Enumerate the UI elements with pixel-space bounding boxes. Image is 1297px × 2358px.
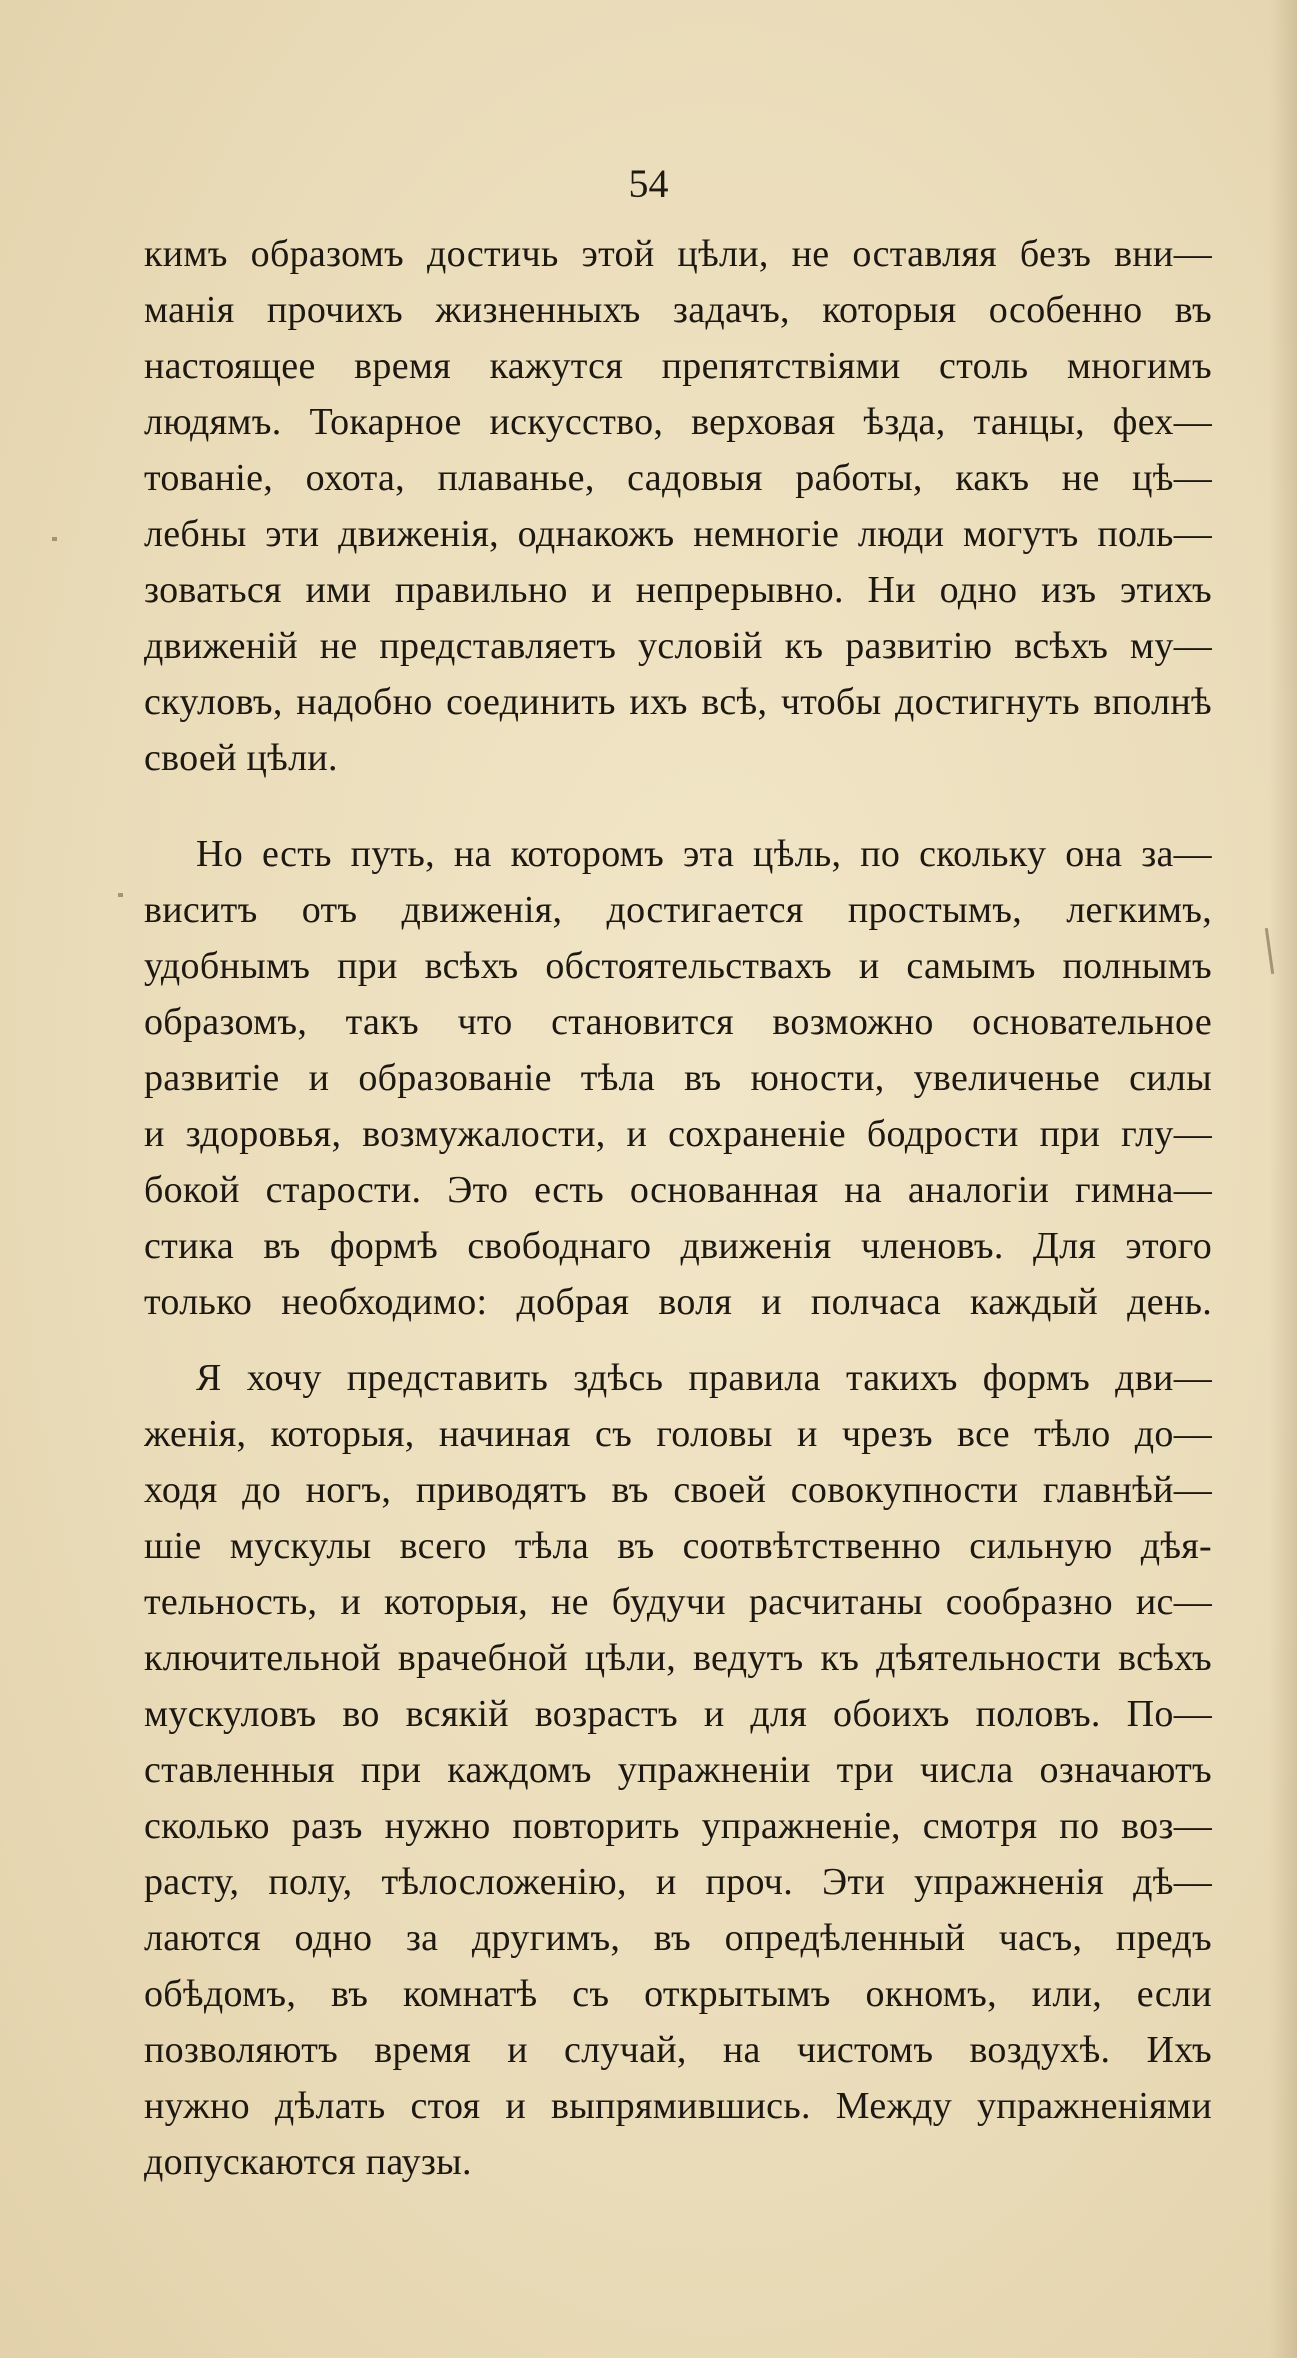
text-line: движеній не представляетъ условій къ развитію всѣхъ му— — [144, 625, 1212, 667]
text-line: тованіе, охота, плаванье, садовыя работы, какъ не цѣ— — [144, 457, 1212, 499]
text-line: ходя до ногъ, приводятъ въ своей совокупности главнѣй— — [144, 1469, 1212, 1511]
page-number: 54 — [628, 161, 669, 206]
text-line: развитіе и образованіе тѣла въ юности, увеличенье силы — [144, 1057, 1212, 1099]
text-line: ставленныя при каждомъ упражненіи три числа означаютъ — [144, 1749, 1212, 1791]
text-line: мускуловъ во всякій возрастъ и для обоихъ половъ. По— — [144, 1693, 1212, 1735]
text-line: позволяютъ время и случай, на чистомъ воздухѣ. Ихъ — [144, 2029, 1212, 2071]
text-line: обѣдомъ, въ комнатѣ съ открытымъ окномъ, или, если — [144, 1973, 1212, 2015]
text-line: женія, которыя, начиная съ головы и чрезъ все тѣло до— — [144, 1413, 1212, 1455]
text-line: ключительной врачебной цѣли, ведутъ къ дѣятельности всѣхъ — [144, 1637, 1212, 1679]
paragraph-gap — [144, 786, 1212, 826]
text-line: манія прочихъ жизненныхъ задачъ, которыя особенно въ — [144, 289, 1212, 331]
text-line: стика въ формѣ свободнаго движенія членовъ. Для этого — [144, 1225, 1212, 1267]
text-line: Я хочу представить здѣсь правила такихъ формъ дви— — [196, 1357, 1212, 1399]
text-line: допускаются паузы. — [144, 2141, 472, 2183]
text-line: зоваться ими правильно и непрерывно. Ни одно изъ этихъ — [144, 569, 1212, 611]
text-line: удобнымъ при всѣхъ обстоятельствахъ и самымъ полнымъ — [144, 945, 1212, 987]
text-line: виситъ отъ движенія, достигается простымъ, легкимъ, — [144, 889, 1212, 931]
text-line: бокой старости. Это есть основанная на аналогіи гимна— — [144, 1169, 1212, 1211]
text-line: расту, полу, тѣлосложенію, и проч. Эти упражненія дѣ— — [144, 1861, 1212, 1903]
text-line: сколько разъ нужно повторить упражненіе, смотря по воз— — [144, 1805, 1212, 1847]
text-line: людямъ. Токарное искусство, верховая ѣзда, танцы, фех— — [144, 401, 1212, 443]
paragraph-gap — [144, 1330, 1212, 1350]
text-line: лаются одно за другимъ, въ опредѣленный часъ, предъ — [144, 1917, 1212, 1959]
text-line: только необходимо: добрая воля и полчаса каждый день. — [144, 1281, 1212, 1323]
margin-speck — [52, 537, 57, 541]
text-line: Но есть путь, на которомъ эта цѣль, по скольку она за— — [196, 833, 1212, 875]
margin-speck — [118, 893, 123, 897]
body-text — [144, 226, 1212, 2190]
text-line: шіе мускулы всего тѣла въ соотвѣтственно сильную дѣя- — [144, 1525, 1212, 1567]
text-line: лебны эти движенія, однакожъ немногіе люди могутъ поль— — [144, 513, 1212, 555]
text-line: кимъ образомъ достичь этой цѣли, не оставляя безъ вни— — [144, 233, 1212, 275]
text-line: образомъ, такъ что становится возможно основательное — [144, 1001, 1212, 1043]
text-line: нужно дѣлать стоя и выпрямившись. Между упражненіями — [144, 2085, 1212, 2127]
text-line: тельность, и которыя, не будучи расчитаны сообразно ис— — [144, 1581, 1212, 1623]
page-edge-shadow — [1269, 0, 1297, 2358]
paragraph — [144, 1350, 1212, 2190]
text-line: настоящее время кажутся препятствіями столь многимъ — [144, 345, 1212, 387]
text-line: скуловъ, надобно соединить ихъ всѣ, чтобы достигнуть вполнѣ — [144, 681, 1212, 723]
paragraph — [144, 826, 1212, 1330]
paragraph — [144, 226, 1212, 786]
text-line: своей цѣли. — [144, 737, 338, 779]
text-line: и здоровья, возмужалости, и сохраненіе бодрости при глу— — [144, 1113, 1212, 1155]
